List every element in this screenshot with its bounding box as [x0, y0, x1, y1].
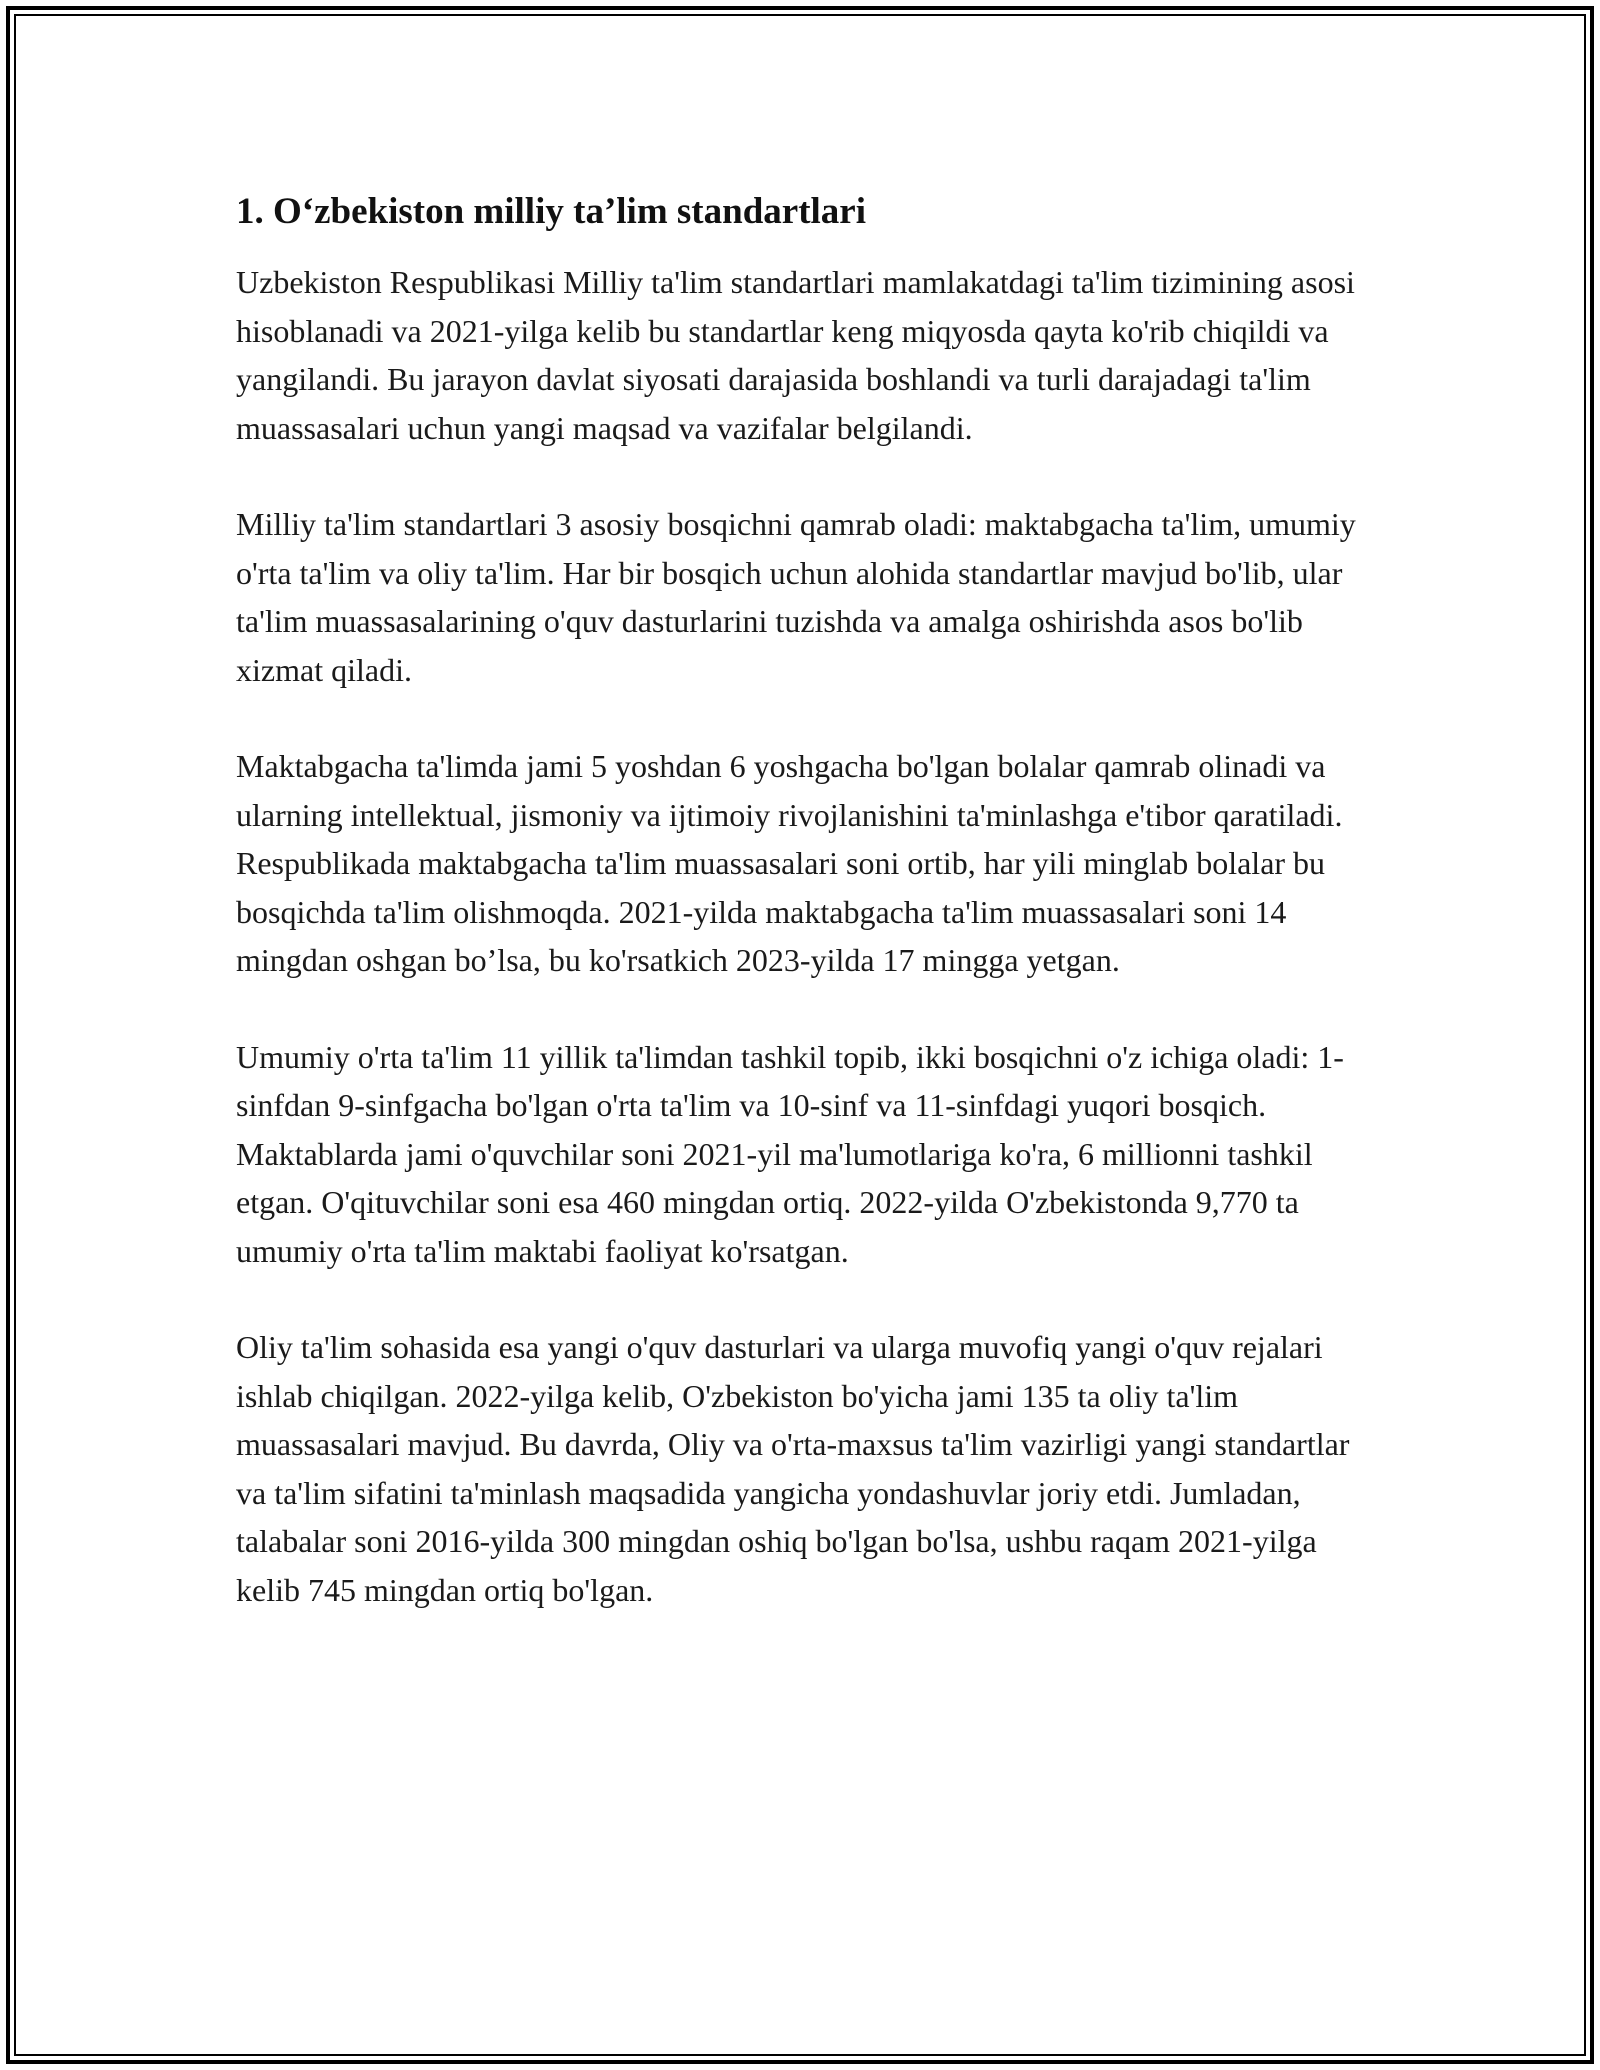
paragraph-secondary-education: Umumiy o'rta ta'lim 11 yillik ta'limdan tashkil topib, ikki bosqichni o'z ichiga oladi: 1-sinfdan 9-sinfgacha bo'lgan o'rta ta'lim va 10-sinf va 11-sinfdagi yuqori bosqich. Maktablarda jami o'quvchilar soni 2021-yil ma'lumotlariga ko'ra, 6 millionni tashkil etgan. O'qituvchilar soni esa 460 mingdan ortiq. 2022-yilda O'zbekistonda 9,770 ta umumiy o'rta ta'lim maktabi faoliyat ko'rsatgan.: [236, 1038, 1344, 1269]
section-heading: 1. O‘zbekiston milliy ta’lim standartlari: [236, 191, 866, 232]
document-body: [236, 188, 1356, 1662]
paragraph-standards-overview: Uzbekiston Respublikasi Milliy ta'lim standartlari mamlakatdagi ta'lim tizimining asosi hisoblanadi va 2021-yilga kelib bu standartlar keng miqyosda qayta ko'rib chiqildi va yangilandi. Bu jarayon davlat siyosati darajasida boshlandi va turli darajadagi ta'lim muassasalari uchun yangi maqsad va vazifalar belgilandi.: [236, 264, 1355, 446]
paragraph-higher-education: Oliy ta'lim sohasida esa yangi o'quv dasturlari va ularga muvofiq yangi o'quv rejalari ishlab chiqilgan. 2022-yilga kelib, O'zbekiston bo'yicha jami 135 ta oliy ta'lim muassasalari mavjud. Bu davrda, Oliy va o'rta-maxsus ta'lim vazirligi yangi standartlar va ta'lim sifatini ta'minlash maqsadida yangicha yondashuvlar joriy etdi. Jumladan, talabalar soni 2016-yilda 300 mingdan oshiq bo'lgan bo'lsa, ushbu raqam 2021-yilga kelib 745 mingdan ortiq bo'lgan.: [236, 1329, 1350, 1608]
paragraph-preschool-education: Maktabgacha ta'limda jami 5 yoshdan 6 yoshgacha bo'lgan bolalar qamrab olinadi va ularning intellektual, jismoniy va ijtimoiy rivojlanishini ta'minlashga e'tibor qaratiladi. Respublikada maktabgacha ta'lim muassasalari soni ortib, har yili minglab bolalar bu bosqichda ta'lim olishmoqda. 2021-yilda maktabgacha ta'lim muassasalari soni 14 mingdan oshgan bo’lsa, bu ko'rsatkich 2023-yilda 17 mingga yetgan.: [236, 748, 1343, 978]
paragraph-education-stages: Milliy ta'lim standartlari 3 asosiy bosqichni qamrab oladi: maktabgacha ta'lim, umumiy o'rta ta'lim va oliy ta'lim. Har bir bosqich uchun alohida standartlar mavjud bo'lib, ular ta'lim muassasalarining o'quv dasturlarini tuzishda va amalga oshirishda asos bo'lib xizmat qiladi.: [236, 506, 1356, 688]
